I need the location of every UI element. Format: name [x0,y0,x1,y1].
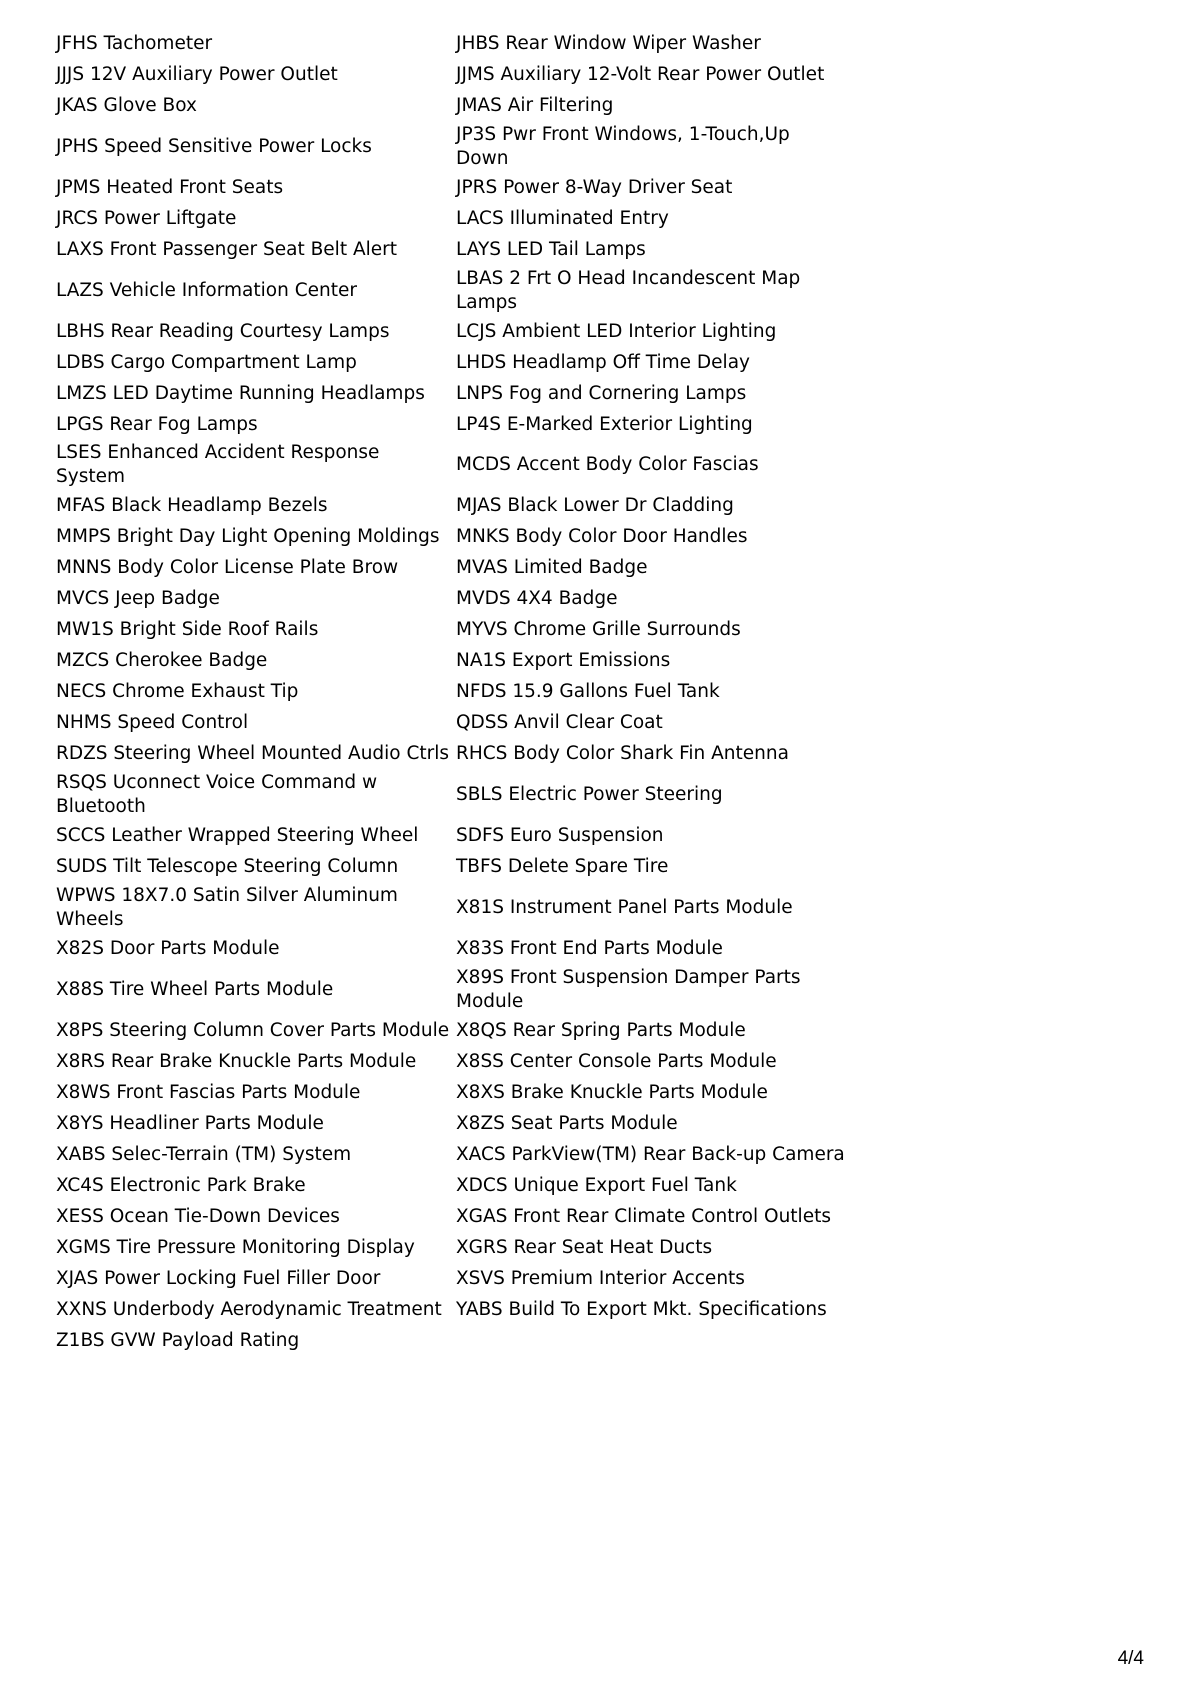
option-row [56,707,846,738]
option-item-right: X8SS Center Console Parts Module [456,1050,777,1072]
option-item-right: X8ZS Seat Parts Module [456,1112,678,1134]
option-item-left: LPGS Rear Fog Lamps [56,413,258,435]
option-item-right: X89S Front Suspension Damper Parts Module [456,966,801,1012]
option-item-left: X8YS Headliner Parts Module [56,1112,324,1134]
option-item-right: NFDS 15.9 Gallons Fuel Tank [456,680,720,702]
option-item-right: XGRS Rear Seat Heat Ducts [456,1236,713,1258]
option-item-right: TBFS Delete Spare Tire [456,855,669,877]
option-item-left: X82S Door Parts Module [56,937,280,959]
option-item-left: JJJS 12V Auxiliary Power Outlet [56,63,338,85]
option-item-right: XDCS Unique Export Fuel Tank [456,1174,737,1196]
option-item-left: X88S Tire Wheel Parts Module [56,978,334,1000]
option-row [56,409,846,440]
option-item-left: LAXS Front Passenger Seat Belt Alert [56,238,397,260]
option-row [56,933,846,964]
option-row [56,769,846,820]
option-item-right: SBLS Electric Power Steering [456,783,723,805]
option-item-right: XSVS Premium Interior Accents [456,1267,745,1289]
option-item-right: YABS Build To Export Mkt. Specifications [456,1298,827,1320]
option-item-right: X81S Instrument Panel Parts Module [456,896,793,918]
page-number: 4/4 [1117,1648,1144,1669]
option-item-left: LAZS Vehicle Information Center [56,279,357,301]
option-row [56,1108,846,1139]
option-item-left: SUDS Tilt Telescope Steering Column [56,855,399,877]
option-row [56,234,846,265]
option-item-left: JRCS Power Liftgate [56,207,237,229]
option-item-left: X8PS Steering Column Cover Parts Module [56,1019,450,1041]
option-item-right: X83S Front End Parts Module [456,937,723,959]
option-item-left: XXNS Underbody Aerodynamic Treatment [56,1298,442,1320]
option-item-left: XABS Selec-Terrain (TM) System [56,1143,352,1165]
option-item-left: RDZS Steering Wheel Mounted Audio Ctrls [56,742,450,764]
option-row [56,645,846,676]
option-row [56,1325,846,1356]
option-item-left: WPWS 18X7.0 Satin Silver Aluminum Wheels [56,884,398,930]
option-row [56,676,846,707]
option-item-left: XESS Ocean Tie-Down Devices [56,1205,340,1227]
option-item-left: JKAS Glove Box [56,94,197,116]
option-item-right: MJAS Black Lower Dr Cladding [456,494,734,516]
option-item-right: LHDS Headlamp Off Time Delay [456,351,750,373]
option-item-right: JPRS Power 8-Way Driver Seat [456,176,733,198]
option-item-right: NA1S Export Emissions [456,649,671,671]
option-row [56,378,846,409]
option-row [56,203,846,234]
option-item-left: XGMS Tire Pressure Monitoring Display [56,1236,415,1258]
option-item-left: MFAS Black Headlamp Bezels [56,494,328,516]
option-row [56,964,846,1015]
option-item-left: MVCS Jeep Badge [56,587,220,609]
option-item-left: JPMS Heated Front Seats [56,176,284,198]
option-item-right: XGAS Front Rear Climate Control Outlets [456,1205,831,1227]
option-item-left: LSES Enhanced Accident Response System [56,442,380,487]
option-row [56,1201,846,1232]
option-item-left: NHMS Speed Control [56,711,249,733]
option-item-right: LCJS Ambient LED Interior Lighting [456,320,777,342]
option-item-left: LDBS Cargo Compartment Lamp [56,351,357,373]
option-item-right: X8QS Rear Spring Parts Module [456,1019,746,1041]
option-row [56,28,846,59]
option-item-right: XACS ParkView(TM) Rear Back-up Camera [456,1143,845,1165]
option-row [56,265,846,316]
option-row [56,121,846,172]
option-row [56,521,846,552]
option-row [56,490,846,521]
option-item-left: LBHS Rear Reading Courtesy Lamps [56,320,390,342]
option-item-left: MZCS Cherokee Badge [56,649,268,671]
option-row [56,820,846,851]
option-item-right: MYVS Chrome Grille Surrounds [456,618,741,640]
option-row [56,1170,846,1201]
option-item-right: MVAS Limited Badge [456,556,648,578]
option-row [56,552,846,583]
option-item-left: NECS Chrome Exhaust Tip [56,680,299,702]
option-item-left: XJAS Power Locking Fuel Filler Door [56,1267,381,1289]
option-item-left: SCCS Leather Wrapped Steering Wheel [56,824,419,846]
option-item-right: LAYS LED Tail Lamps [456,238,646,260]
option-item-right: MNKS Body Color Door Handles [456,525,748,547]
option-item-right: X8XS Brake Knuckle Parts Module [456,1081,768,1103]
option-item-right: LP4S E-Marked Exterior Lighting [456,413,753,435]
option-item-right: LACS Illuminated Entry [456,207,669,229]
option-row [56,583,846,614]
option-item-left: JFHS Tachometer [56,32,213,54]
option-item-left: MMPS Bright Day Light Opening Moldings [56,525,440,547]
option-row [56,316,846,347]
option-row [56,738,846,769]
option-item-left: MNNS Body Color License Plate Brow [56,556,399,578]
option-item-left: MW1S Bright Side Roof Rails [56,618,319,640]
option-item-left: JPHS Speed Sensitive Power Locks [56,135,372,157]
option-item-left: RSQS Uconnect Voice Command w Bluetooth [56,771,378,817]
options-list [56,28,846,1356]
option-item-left: X8RS Rear Brake Knuckle Parts Module [56,1050,417,1072]
option-row [56,851,846,882]
option-item-right: LNPS Fog and Cornering Lamps [456,382,747,404]
options-table [56,28,846,1356]
option-row [56,1139,846,1170]
option-item-right: SDFS Euro Suspension [456,824,664,846]
option-row [56,1077,846,1108]
option-item-right: JP3S Pwr Front Windows, 1-Touch,Up Down [456,123,790,169]
option-row [56,347,846,378]
option-item-right: JHBS Rear Window Wiper Washer [456,32,761,54]
option-item-left: XC4S Electronic Park Brake [56,1174,306,1196]
option-row [56,90,846,121]
option-item-left: LMZS LED Daytime Running Headlamps [56,382,425,404]
option-item-right [456,1325,846,1356]
option-item-right: RHCS Body Color Shark Fin Antenna [456,742,789,764]
option-row [56,59,846,90]
option-item-right: LBAS 2 Frt O Head Incandescent Map Lamps [456,267,801,313]
option-item-right: MCDS Accent Body Color Fascias [456,454,759,475]
option-row [56,1046,846,1077]
option-item-left: Z1BS GVW Payload Rating [56,1329,300,1351]
option-item-left: X8WS Front Fascias Parts Module [56,1081,361,1103]
option-row [56,1294,846,1325]
option-row [56,614,846,645]
option-row [56,172,846,203]
option-row [56,1015,846,1046]
option-item-right: JMAS Air Filtering [456,94,614,116]
option-row [56,440,846,490]
option-row [56,882,846,933]
option-item-right: JJMS Auxiliary 12-Volt Rear Power Outlet [456,63,825,85]
option-item-right: QDSS Anvil Clear Coat [456,711,663,733]
option-item-right: MVDS 4X4 Badge [456,587,618,609]
option-row [56,1232,846,1263]
option-row [56,1263,846,1294]
